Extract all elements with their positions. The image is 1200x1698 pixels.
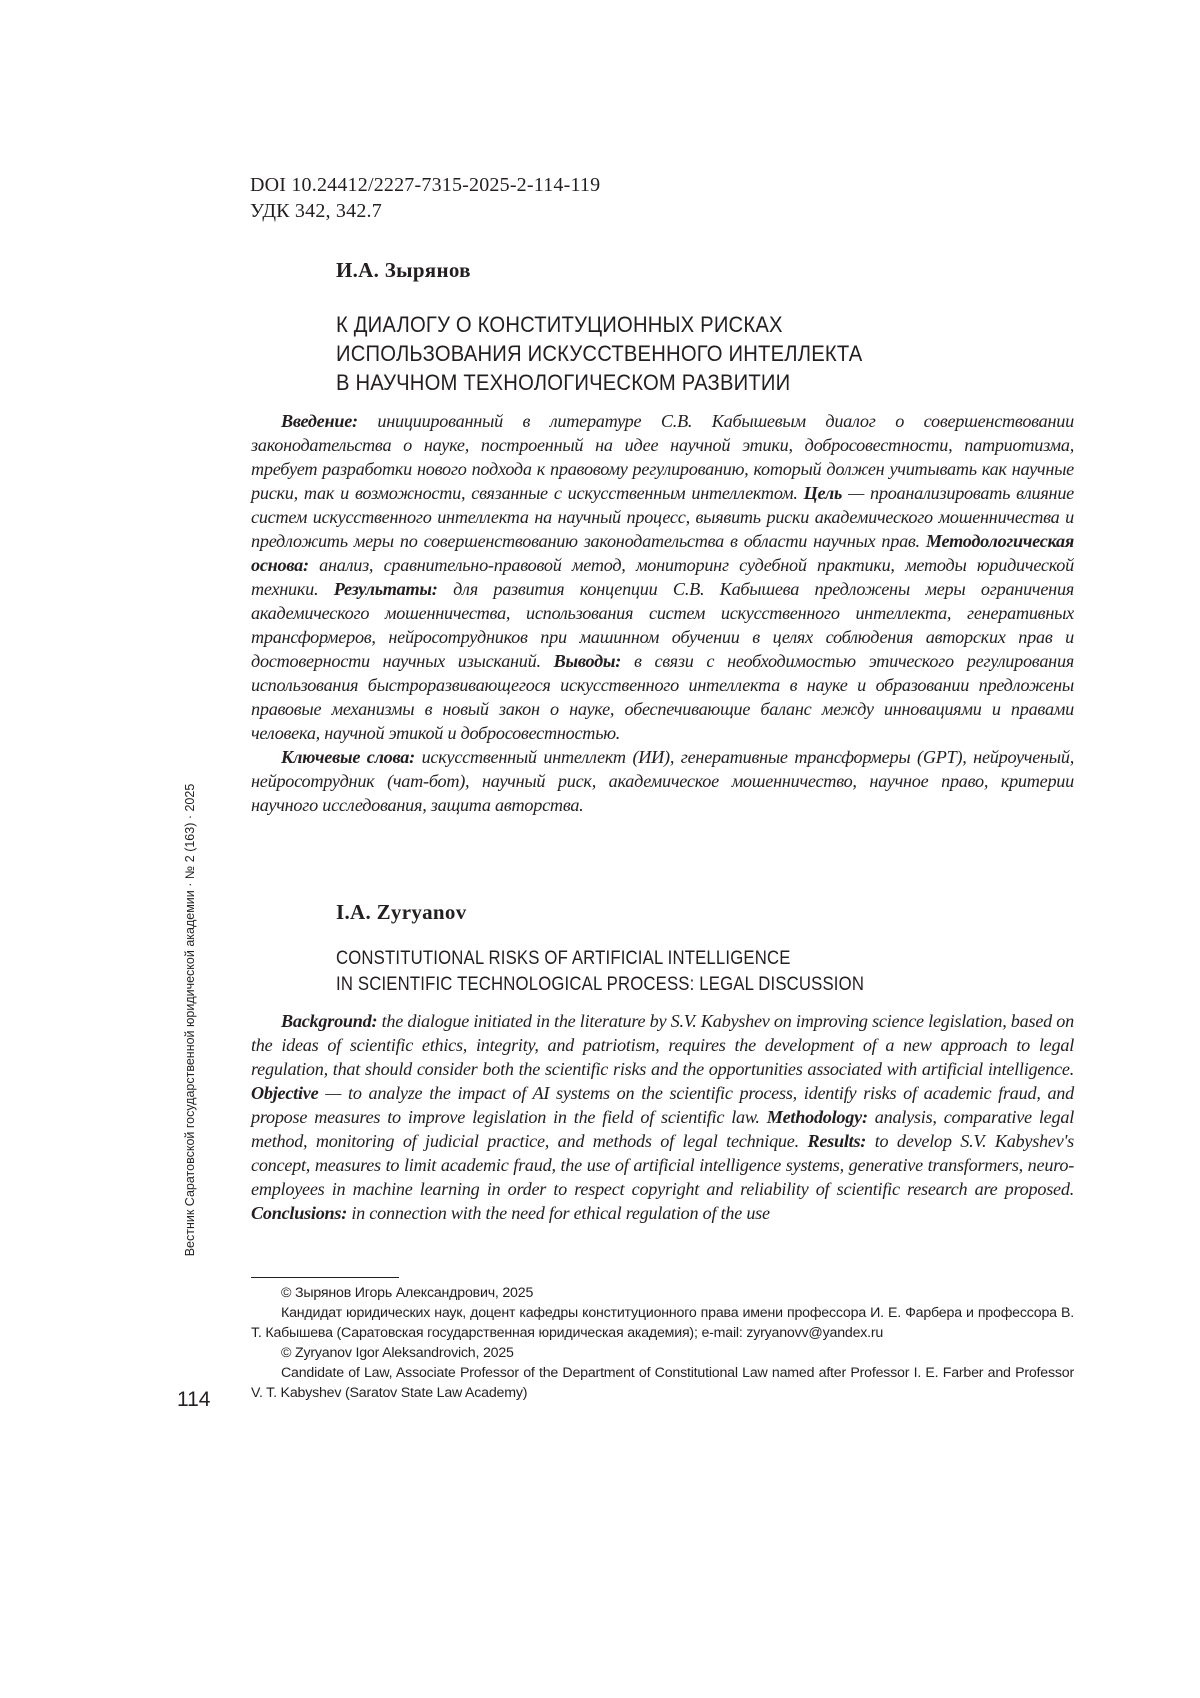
copyright-en: © Zyryanov Igor Aleksandrovich, 2025 <box>281 1345 514 1361</box>
abstract-ru <box>251 409 1074 817</box>
abstract-en <box>251 1009 1074 1225</box>
conclusions-label-en: Conclusions: <box>251 1203 348 1223</box>
background-label: Background: <box>281 1011 378 1031</box>
footnotes <box>251 1283 1074 1403</box>
copyright-ru: © Зырянов Игорь Александрович, 2025 <box>281 1285 534 1301</box>
author-ru: И.А. Зырянов <box>336 258 471 282</box>
title-en <box>336 946 864 998</box>
goal-label: Цель <box>803 483 843 503</box>
title-en-line: CONSTITUTIONAL RISKS OF ARTIFICIAL INTELLIGENCE <box>336 948 791 969</box>
udk: УДК 342, 342.7 <box>250 200 382 222</box>
footnote-divider <box>251 1277 399 1278</box>
abstract-ru-paragraph: Введение: инициированный в литературе С.В. Кабышевым диалог о совершенствовании законодательства о науке, построенный на идее научной этики, добросовестности, патриотизма, требует разработки нового подхода к правовому регулированию, который должен учитывать как научные риски, так и возможности, связанные с искусственным интеллектом. Цель — проанализировать влияние систем искусственного интеллекта на научный процесс, выявить риски академического мошенничества и предложить меры по совершенствованию законодательства в области научных прав. Методологическая основа: анализ, сравнительно-правовой метод, мониторинг судебной практики, методы юридической техники. Результаты: для развития концепции С.В. Кабышева предложены меры ограничения академического мошенничества, использования систем искусственного интеллекта, генеративных трансформеров, нейросотрудников при машинном обучении в целях соблюдения авторских прав и достоверности научных изысканий. Выводы: в связи с необходимостью этического регулирования использования быстроразвивающегося искусственного интеллекта в науке и образовании предложены правовые механизмы в новый закон о науке, обеспечивающие баланс между инновациями и правами человека, научной этикой и добросовестностью. <box>251 411 1074 743</box>
page-number: 114 <box>177 1388 211 1411</box>
objective-label: Objective <box>251 1083 319 1103</box>
affiliation-en: Candidate of Law, Associate Professor of the Department of Constitutional Law named after Professor I. E. Farber and Professor V. T. Kabyshev (Saratov State Law Academy) <box>251 1365 1074 1401</box>
running-head: Вестник Саратовской государственной юридической академии · № 2 (163) · 2025 <box>183 783 197 1257</box>
doi: DOI 10.24412/2227-7315-2025-2-114-119 <box>250 174 601 196</box>
title-en-line: IN SCIENTIFIC TECHNOLOGICAL PROCESS: LEGAL DISCUSSION <box>336 974 865 995</box>
title-ru-line: К ДИАЛОГУ О КОНСТИТУЦИОННЫХ РИСКАХ <box>336 312 783 337</box>
results-label: Результаты: <box>333 579 438 599</box>
methodology-label: Methodology: <box>766 1107 868 1127</box>
author-en: I.A. Zyryanov <box>336 900 467 924</box>
title-ru-line: ИСПОЛЬЗОВАНИЯ ИСКУССТВЕННОГО ИНТЕЛЛЕКТА <box>336 341 863 366</box>
conclusions-label: Выводы: <box>553 651 622 671</box>
abstract-en-paragraph: Background: the dialogue initiated in the literature by S.V. Kabyshev on improving science legislation, based on the ideas of scientific ethics, integrity, and patriotism, requires the development of a new approach to legal regulation, that should consider both the scientific risks and the opportunities associated with artificial intelligence. Objective — to analyze the impact of AI systems on the scientific process, identify risks of academic fraud, and propose measures to improve legislation in the field of scientific law. Methodology: analysis, comparative legal method, monitoring of judicial practice, and methods of legal technique. Results: to develop S.V. Kabyshev's concept, measures to limit academic fraud, the use of artificial intelligence systems, generative transformers, neuro-employees in machine learning in order to respect copyright and reliability of scientific research are proposed. Conclusions: in connection with the need for ethical regulation of the use <box>251 1011 1074 1223</box>
title-ru-line: В НАУЧНОМ ТЕХНОЛОГИЧЕСКОМ РАЗВИТИИ <box>336 370 791 395</box>
method-label: Методологическая основа: <box>251 531 1074 575</box>
keywords-ru: Ключевые слова: искусственный интеллект (ИИ), генеративные трансформеры (GPT), нейроученый, нейросотрудник (чат-бот), научный риск, академическое мошенничество, научное право, критерии научного исследования, защита авторства. <box>251 747 1074 815</box>
title-ru <box>336 310 862 397</box>
keywords-label: Ключевые слова: <box>281 747 415 767</box>
intro-label: Введение: <box>281 411 358 431</box>
results-label-en: Results: <box>807 1131 867 1151</box>
article-identifiers <box>250 172 600 224</box>
affiliation-ru: Кандидат юридических наук, доцент кафедры конституционного права имени профессора И. Е. Фарбера и профессора В. Т. Кабышева (Саратовская государственная юридическая академия); e-mail: zyryanovv@yandex.ru <box>251 1305 1074 1341</box>
